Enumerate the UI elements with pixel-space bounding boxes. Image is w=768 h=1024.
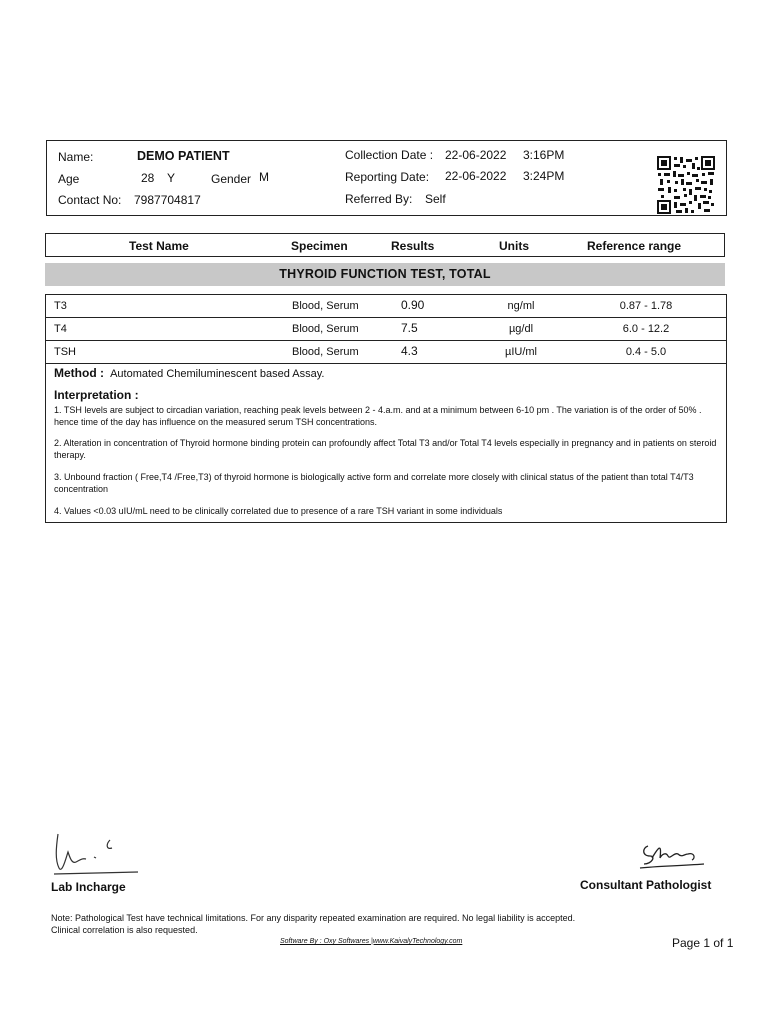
result-value: 4.3 — [401, 344, 418, 358]
gender-label: Gender — [211, 172, 252, 186]
specimen: Blood, Serum — [292, 323, 359, 335]
age-unit: Y — [167, 171, 176, 185]
unit: µIU/ml — [504, 346, 537, 358]
reference-range: 6.0 - 12.2 — [622, 323, 670, 335]
footer-note-line2: Clinical correlation is also requested. — [51, 925, 198, 935]
age-value: 28 — [141, 171, 155, 185]
method — [54, 366, 324, 380]
header-specimen: Specimen — [291, 239, 348, 253]
patient-info-box — [46, 140, 727, 216]
gender-value: M — [259, 170, 269, 184]
table-row — [46, 341, 726, 364]
referred-by-value: Self — [425, 192, 446, 206]
qr-code-icon — [656, 155, 716, 215]
collection-time: 3:16PM — [523, 148, 565, 162]
reporting-date-label: Reporting Date: — [345, 170, 430, 184]
header-test-name: Test Name — [129, 239, 189, 253]
specimen: Blood, Serum — [292, 346, 359, 358]
footer-note-line1: Note: Pathological Test have technical limitations. For any disparity repeated examination are required. No legal liability is accepted. — [51, 913, 576, 923]
table-row — [46, 318, 726, 341]
reporting-time: 3:24PM — [523, 169, 565, 183]
reference-range: 0.87 - 1.78 — [619, 300, 673, 312]
method-value: Automated Chemiluminescent based Assay. — [110, 368, 325, 380]
header-reference-range: Reference range — [587, 239, 682, 253]
collection-date: 22-06-2022 — [445, 148, 507, 162]
test-name: T4 — [54, 323, 67, 335]
result-value: 7.5 — [401, 321, 418, 335]
header-results: Results — [391, 239, 435, 253]
interpretation-item: 3. Unbound fraction ( Free,T4 /Free,T3) of thyroid hormone is biologically active form and correlate more closely with clinical status of the patient than total T4/T3 concentration — [54, 472, 694, 494]
test-name: TSH — [54, 346, 76, 358]
unit: ng/ml — [507, 300, 535, 312]
software-credit: Software By : Oxy Softwares |www.KaivalyTechnology.com — [280, 938, 463, 945]
patient-name: DEMO PATIENT — [137, 149, 230, 163]
lab-incharge-label: Lab Incharge — [51, 880, 126, 894]
test-name: T3 — [54, 300, 67, 312]
collection-date-label: Collection Date : — [345, 148, 434, 162]
reporting-date: 22-06-2022 — [445, 169, 507, 183]
name-label: Name: — [58, 150, 94, 164]
referred-by-label: Referred By: — [345, 192, 413, 206]
section-title: THYROID FUNCTION TEST, TOTAL — [45, 263, 725, 286]
contact-label: Contact No: — [58, 193, 122, 207]
results-table — [45, 294, 727, 523]
contact-value: 7987704817 — [134, 193, 201, 207]
interpretation-title: Interpretation : — [54, 388, 139, 402]
table-row — [46, 295, 726, 318]
result-value: 0.90 — [401, 298, 425, 312]
lab-incharge-signature — [50, 828, 142, 880]
unit: µg/dl — [508, 323, 534, 335]
reference-range: 0.4 - 5.0 — [625, 346, 667, 358]
interpretation-item: 2. Alteration in concentration of Thyroid hormone binding protein can profoundly affect Total T3 and/or Total T4 levels especially in pregnancy and in patients on steroid therapy. — [54, 438, 717, 460]
header-units: Units — [499, 239, 529, 253]
consultant-pathologist-signature — [628, 828, 720, 876]
method-label: Method : — [54, 366, 104, 380]
specimen: Blood, Serum — [292, 300, 359, 312]
page-number: Page 1 of 1 — [672, 936, 734, 950]
footer-note — [51, 912, 671, 936]
interpretation-item: 1. TSH levels are subject to circadian variation, reaching peak levels between 2 - 4.a.m. and at a minimum between 6-10 pm . The variation is of the order of 50% . hence time of the day has influence on the measured serum TSH concentrations. — [54, 405, 702, 427]
interpretation-item: 4. Values <0.03 uIU/mL need to be clinically correlated due to presence of a rare TSH variant in some individuals — [54, 506, 503, 516]
results-table-header — [45, 233, 725, 257]
consultant-pathologist-label: Consultant Pathologist — [580, 878, 712, 892]
age-label: Age — [58, 172, 80, 186]
